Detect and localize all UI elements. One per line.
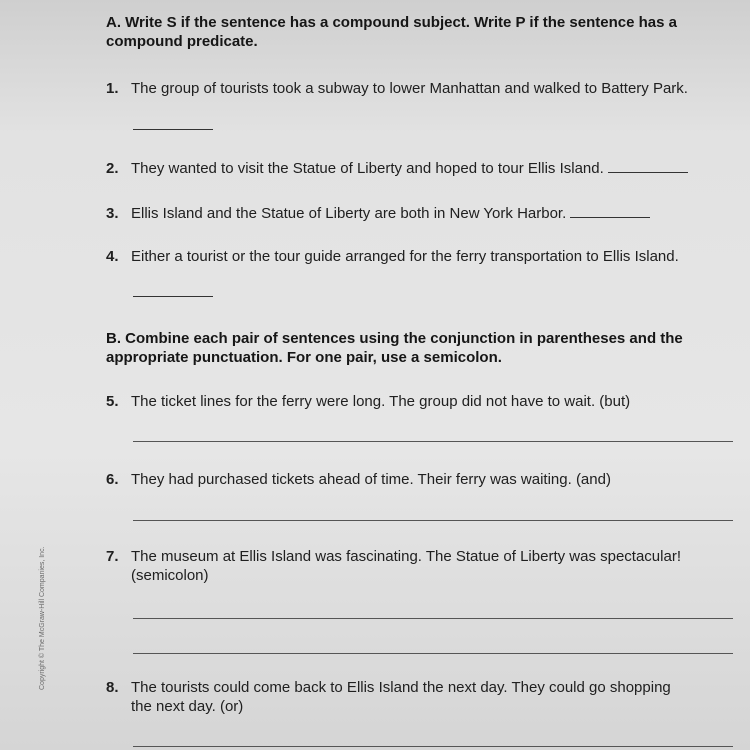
question-6-number: 6. [106,471,119,488]
question-5-text: The ticket lines for the ferry were long. The group did not have to wait. (but) [131,393,631,410]
question-3 [106,204,650,223]
answer-blank-4[interactable] [133,296,213,297]
question-4 [106,247,679,266]
question-5-number: 5. [106,393,119,410]
question-8-text: The tourists could come back to Ellis Island the next day. They could go shopping [131,679,671,696]
question-8 [106,678,736,716]
question-1-text: The group of tourists took a subway to lower Manhattan and walked to Battery Park. [131,80,688,97]
answer-blank-3[interactable] [570,216,650,218]
section-a-heading: A. Write S if the sentence has a compound subject. Write P if the sentence has a compound predicate. [106,14,677,50]
question-1-number: 1. [106,80,119,97]
question-3-number: 3. [106,205,119,222]
question-7-text: The museum at Ellis Island was fascinating. The Statue of Liberty was spectacular! [131,548,681,565]
question-5 [106,392,630,411]
question-2 [106,159,688,178]
answer-line-5[interactable] [133,441,733,442]
question-2-text: They wanted to visit the Statue of Liberty and hoped to tour Ellis Island. [131,160,604,177]
question-4-text: Either a tourist or the tour guide arranged for the ferry transportation to Ellis Island. [131,248,679,265]
answer-line-7b[interactable] [133,653,733,654]
answer-line-6[interactable] [133,520,733,521]
answer-blank-1[interactable] [133,129,213,130]
question-1 [106,79,688,98]
copyright-note: Copyright © The McGraw-Hill Companies, Inc. [39,546,46,690]
question-3-text: Ellis Island and the Statue of Liberty are both in New York Harbor. [131,205,567,222]
question-6-text: They had purchased tickets ahead of time. Their ferry was waiting. (and) [131,471,611,488]
question-2-number: 2. [106,160,119,177]
answer-blank-2[interactable] [608,171,688,173]
answer-line-8[interactable] [133,746,733,747]
question-7-text-cont: (semicolon) [131,567,209,584]
question-6 [106,470,611,489]
section-b-heading: B. Combine each pair of sentences using the conjunction in parentheses and the appropriate punctuation. For one pair, use a semicolon. [106,330,683,366]
answer-line-7a[interactable] [133,618,733,619]
question-4-number: 4. [106,248,119,265]
question-8-text-cont: the next day. (or) [131,698,244,715]
question-7-number: 7. [106,548,119,565]
question-8-number: 8. [106,679,119,696]
question-7 [106,547,736,585]
